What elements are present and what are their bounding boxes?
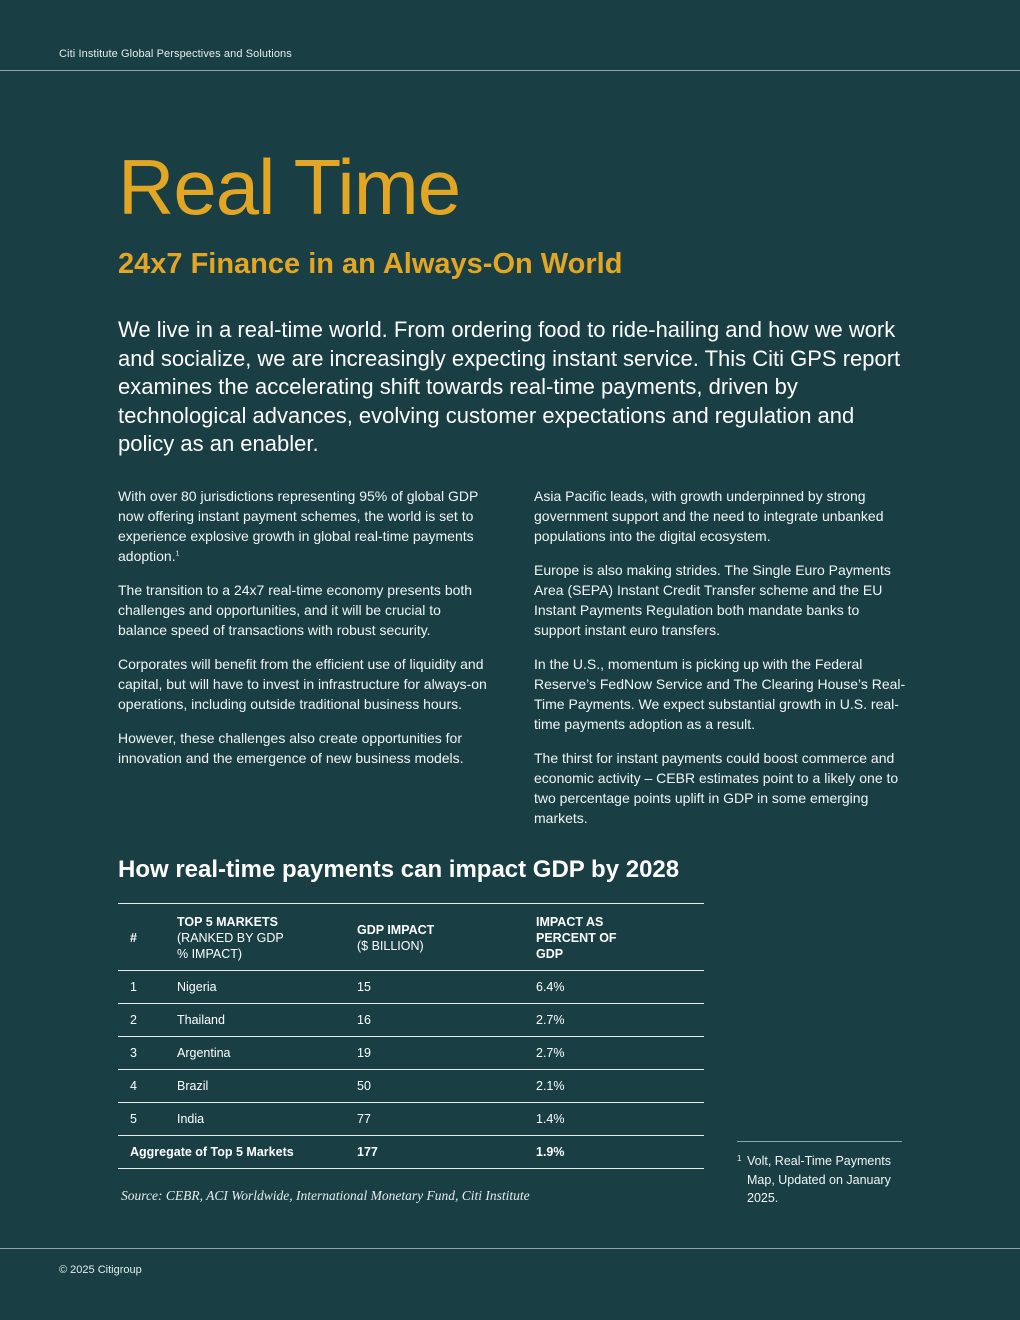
header-gdp-impact: GDP IMPACT ($ BILLION) (357, 904, 536, 971)
footnote-number: 1 (737, 1154, 742, 1163)
table-row (118, 1103, 704, 1136)
cell-aggregate-label: Aggregate of Top 5 Markets (118, 1136, 357, 1169)
cell-gdp: 77 (357, 1103, 536, 1136)
publication-header: Citi Institute Global Perspectives and Solutions (59, 48, 292, 60)
table-header-row (118, 904, 704, 971)
table-source: Source: CEBR, ACI Worldwide, International Monetary Fund, Citi Institute (121, 1188, 530, 1203)
body-paragraph: Asia Pacific leads, with growth underpinned by strong government support and the need to integrate unbanked populations into the digital ecosystem. (534, 488, 884, 544)
cell-gdp: 50 (357, 1070, 536, 1103)
table-title: How real-time payments can impact GDP by 2028 (118, 856, 680, 883)
cell-rank: 5 (118, 1103, 177, 1136)
cell-pct: 2.7% (536, 1004, 704, 1037)
cell-pct: 2.1% (536, 1070, 704, 1103)
cell-market: Thailand (177, 1004, 357, 1037)
header-impact-percent: IMPACT AS PERCENT OF GDP (536, 904, 704, 971)
table-row (118, 971, 704, 1004)
page-title: Real Time (118, 143, 461, 231)
cell-rank: 1 (118, 971, 177, 1004)
header-market: TOP 5 MARKETS (RANKED BY GDP % IMPACT) (177, 904, 357, 971)
header-rank: # (118, 904, 177, 971)
page-subtitle: 24x7 Finance in an Always-On World (118, 248, 623, 280)
cell-gdp: 16 (357, 1004, 536, 1037)
cell-pct: 1.4% (536, 1103, 704, 1136)
cell-market: India (177, 1103, 357, 1136)
footer-divider (0, 1248, 1020, 1249)
table-row (118, 1037, 704, 1070)
cell-gdp: 19 (357, 1037, 536, 1070)
cell-pct: 6.4% (536, 971, 704, 1004)
footnote (737, 1152, 907, 1208)
cell-rank: 2 (118, 1004, 177, 1037)
body-paragraph: The thirst for instant payments could boost commerce and economic activity – CEBR estimates point to a likely one to two percentage points uplift in GDP in some emerging markets. (534, 750, 899, 826)
cell-rank: 4 (118, 1070, 177, 1103)
body-paragraph: In the U.S., momentum is picking up with the Federal Reserve’s FedNow Service and The Clearing House’s Real-Time Payments. We expect substantial growth in U.S. real-time payments adoption as a result. (534, 656, 906, 732)
cell-aggregate-pct: 1.9% (536, 1136, 704, 1169)
copyright: © 2025 Citigroup (59, 1264, 142, 1276)
footnote-text: Volt, Real-Time Payments Map, Updated on January 2025. (747, 1154, 892, 1205)
aggregate-row (118, 1136, 704, 1169)
table-row (118, 1070, 704, 1103)
footnote-divider (737, 1141, 902, 1142)
right-column (534, 486, 906, 842)
cell-market: Argentina (177, 1037, 357, 1070)
body-paragraph: However, these challenges also create opportunities for innovation and the emergence of new business models. (118, 730, 464, 766)
cell-market: Brazil (177, 1070, 357, 1103)
cell-market: Nigeria (177, 971, 357, 1004)
body-paragraph: Europe is also making strides. The Single Euro Payments Area (SEPA) Instant Credit Transfer scheme and the EU Instant Payments Regulation both mandate banks to support instant euro transfers. (534, 562, 891, 638)
body-paragraph: With over 80 jurisdictions representing 95% of global GDP now offering instant payment schemes, the world is set to experience explosive growth in global real-time payments adoption.$^1$ (118, 488, 479, 564)
header-divider (0, 70, 1020, 71)
body-paragraph: Corporates will benefit from the efficient use of liquidity and capital, but will have to invest in infrastructure for always-on operations, including outside traditional business hours. (118, 656, 487, 712)
table-row (118, 1004, 704, 1037)
gdp-impact-table (118, 903, 704, 1169)
cell-pct: 2.7% (536, 1037, 704, 1070)
footnote-reference[interactable]: 1 (175, 550, 180, 558)
left-column (118, 486, 490, 782)
cell-rank: 3 (118, 1037, 177, 1070)
lead-paragraph: We live in a real-time world. From ordering food to ride-hailing and how we work and socialize, we are increasingly expecting instant service. This Citi GPS report examines the accelerating shift towards real-time payments, driven by technological advances, evolving customer expectations and regulation and policy as an enabler. (118, 317, 901, 456)
cell-gdp: 15 (357, 971, 536, 1004)
body-paragraph: The transition to a 24x7 real-time economy presents both challenges and opportunities, and it will be crucial to balance speed of transactions with robust security. (118, 582, 473, 638)
cell-aggregate-gdp: 177 (357, 1136, 536, 1169)
